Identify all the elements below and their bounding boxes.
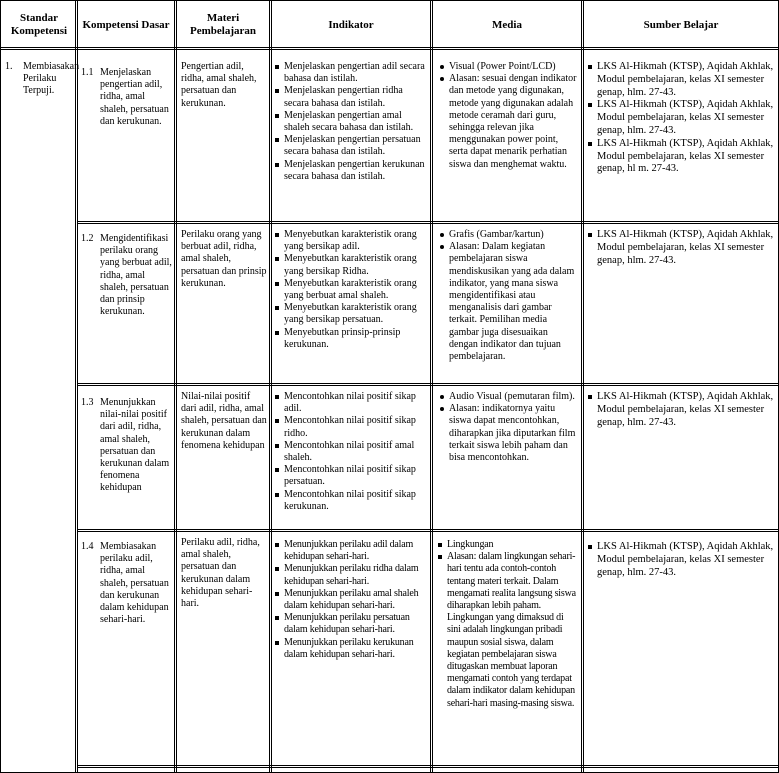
list-item: Lingkungan	[437, 539, 577, 551]
list-item: Menjelaskan pengertian persatuan secara bahasa dan istilah.	[274, 134, 428, 158]
column-divider	[75, 1, 78, 772]
list-item: Menyebutkan karakteristik orang yang bersikap persatuan.	[274, 302, 428, 326]
kd-text: Membiasakan perilaku adil, ridha, amal shaleh, persatuan dan kerukunan dalam kehidupan sehari-hari.	[100, 541, 169, 626]
list-item: Mencontohkan nilai positif sikap kerukunan.	[274, 489, 428, 513]
header-media: Media	[492, 18, 522, 31]
kd-number: 1.4	[81, 541, 94, 552]
list-item: Mencontohkan nilai positif amal shaleh.	[274, 440, 428, 464]
standar-kompetensi	[5, 61, 80, 98]
list-item: Visual (Power Point/LCD)	[439, 61, 577, 73]
list-item: Audio Visual (pemutaran film).	[439, 391, 577, 403]
standar-text: Membiasakan Perilaku Terpuji.	[23, 61, 80, 97]
header-kompetensi: Kompetensi Dasar	[82, 18, 170, 31]
list-item: Menunjukkan perilaku adil dalam kehidupan sehari-hari.	[274, 539, 428, 563]
indikator-row-2	[274, 229, 428, 351]
column-divider	[174, 1, 177, 772]
kd-number: 1.3	[81, 397, 94, 408]
media-row-3	[439, 391, 577, 464]
materi-row-4: Perilaku adil, ridha, amal shaleh, persatuan dan kerukunan dalam kehidupan sehari-hari.	[181, 537, 260, 610]
media-row-4	[437, 539, 577, 710]
indikator-row-3	[274, 391, 428, 513]
list-item: Mencontohkan nilai positif sikap persatuan.	[274, 464, 428, 488]
list-item: Alasan: dalam lingkungan sehari-hari tentu ada contoh-contoh tentang materi terkait. Dalam mengamati realita langsung siswa diharapkan lebih paham. Lingkungan yang dimaksud di sini adalah lingkungan pribadi maupun sosial siswa, dalam kegiatan pembelajaran siswa ditugaskan membuat laporan mengamati contoh yang terdapat dalam indikator dalam kehidupan sehari-hari masing-masing siswa.	[437, 551, 577, 710]
list-item: Grafis (Gambar/kartun)	[439, 229, 577, 241]
media-row-1	[439, 61, 577, 171]
header-indikator: Indikator	[328, 18, 374, 31]
list-item: Mencontohkan nilai positif sikap ridho.	[274, 415, 428, 439]
sumber-row-1	[587, 61, 775, 176]
row-divider	[78, 221, 778, 224]
list-item: Menunjukkan perilaku amal shaleh dalam kehidupan sehari-hari.	[274, 588, 428, 612]
list-item: Menjelaskan pengertian ridha secara bahasa dan istilah.	[274, 85, 428, 109]
header-sumber: Sumber Belajar	[643, 18, 719, 31]
header-divider	[1, 47, 778, 50]
sumber-row-4	[587, 541, 775, 579]
list-item: LKS Al-Hikmah (KTSP), Aqidah Akhlak, Modul pembelajaran, kelas XI semester genap, hlm. 27-43.	[587, 391, 775, 429]
media-row-2	[439, 229, 577, 363]
kd-row-2	[81, 233, 173, 318]
sumber-row-3	[587, 391, 775, 429]
list-item: Menunjukkan perilaku persatuan dalam kehidupan sehari-hari.	[274, 612, 428, 636]
list-item: LKS Al-Hikmah (KTSP), Aqidah Akhlak, Modul pembelajaran, kelas XI semester genap, hlm. 27-43.	[587, 61, 775, 99]
kd-text: Menunjukkan nilai-nilai positif dari adil, ridha, amal shaleh, persatuan dan kerukunan dalam fenomena kehidupan	[100, 397, 170, 494]
list-item: Menyebutkan karakteristik orang yang berbuat amal shaleh.	[274, 278, 428, 302]
kd-number: 1.2	[81, 233, 94, 244]
row-divider	[78, 529, 778, 532]
list-item: LKS Al-Hikmah (KTSP), Aqidah Akhlak, Modul pembelajaran, kelas XI semester genap, hlm. 27-43.	[587, 541, 775, 579]
materi-row-1: Pengertian adil, ridha, amal shaleh, persatuan dan kerukunan.	[181, 61, 257, 109]
list-item: Alasan: indikatornya yaitu siswa dapat mencontohkan, diharapkan jika diputarkan film terkait siswa lebih paham dan bisa mencontohkan.	[439, 403, 577, 464]
list-item: LKS Al-Hikmah (KTSP), Aqidah Akhlak, Modul pembelajaran, kelas XI semester genap, hlm. 27-43.	[587, 99, 775, 137]
list-item: Menyebutkan prinsip-prinsip kerukunan.	[274, 327, 428, 351]
materi-row-3: Nilai-nilai positif dari adil, ridha, amal shaleh, persatuan dan kerukunan dalam fenomena kehidupan	[181, 391, 267, 451]
list-item: Menjelaskan pengertian kerukunan secara bahasa dan istilah.	[274, 159, 428, 183]
list-item: Alasan: sesuai dengan indikator dan metode yang digunakan, metode yang digunakan adalah metode ceramah dari guru, sehingga relevan jika menggunakan power point, serta dapat menarik perhatian siswa dan menghemat waktu.	[439, 73, 577, 171]
list-item: Menunjukkan perilaku ridha dalam kehidupan sehari-hari.	[274, 563, 428, 587]
list-item: Menyebutkan karakteristik orang yang bersikap Ridha.	[274, 253, 428, 277]
kd-text: Mengidentifikasi perilaku orang yang berbuat adil, ridha, amal shaleh, persatuan dan prinsip kerukunan.	[100, 233, 172, 318]
column-divider	[269, 1, 272, 772]
list-item: Menyebutkan karakteristik orang yang bersikap adil.	[274, 229, 428, 253]
standar-number: 1.	[5, 61, 13, 72]
kd-row-3	[81, 397, 173, 521]
indikator-row-4	[274, 539, 428, 661]
list-item: Alasan: Dalam kegiatan pembelajaran siswa mendiskusikan yang ada dalam indikator, yang mana siswa mengidentifikasi atau menganalisis dari gambar terkait. Pemilihan media gambar juga disesuaikan dengan indikator dan tujuan pembelajaran.	[439, 241, 577, 363]
kd-text: Menjelaskan pengertian adil, ridha, amal shaleh, persatuan dan kerukunan.	[100, 67, 169, 127]
list-item: LKS Al-Hikmah (KTSP), Aqidah Akhlak, Modul pembelajaran, kelas XI semester genap, hl m. 27-43.	[587, 138, 775, 176]
kd-row-4	[81, 541, 173, 626]
list-item: Menjelaskan pengertian adil secara bahasa dan istilah.	[274, 61, 428, 85]
header-standar: Standar Kompetensi	[10, 12, 68, 37]
materi-row-2: Perilaku orang yang berbuat adil, ridha, amal shaleh, persatuan dan prinsip kerukunan.	[181, 229, 267, 289]
column-divider	[581, 1, 584, 772]
sumber-row-2	[587, 229, 775, 267]
kd-row-1	[81, 67, 173, 128]
indikator-row-1	[274, 61, 428, 183]
header-materi: Materi Pembelajaran	[190, 12, 256, 37]
column-divider	[430, 1, 433, 772]
kd-number: 1.1	[81, 67, 94, 78]
list-item: Mencontohkan nilai positif sikap adil.	[274, 391, 428, 415]
list-item: Menjelaskan pengertian amal shaleh secara bahasa dan istilah.	[274, 110, 428, 134]
row-divider	[78, 383, 778, 386]
row-divider	[78, 765, 778, 768]
list-item: LKS Al-Hikmah (KTSP), Aqidah Akhlak, Modul pembelajaran, kelas XI semester genap, hlm. 27-43.	[587, 229, 775, 267]
list-item: Menunjukkan perilaku kerukunan dalam kehidupan sehari-hari.	[274, 637, 428, 661]
